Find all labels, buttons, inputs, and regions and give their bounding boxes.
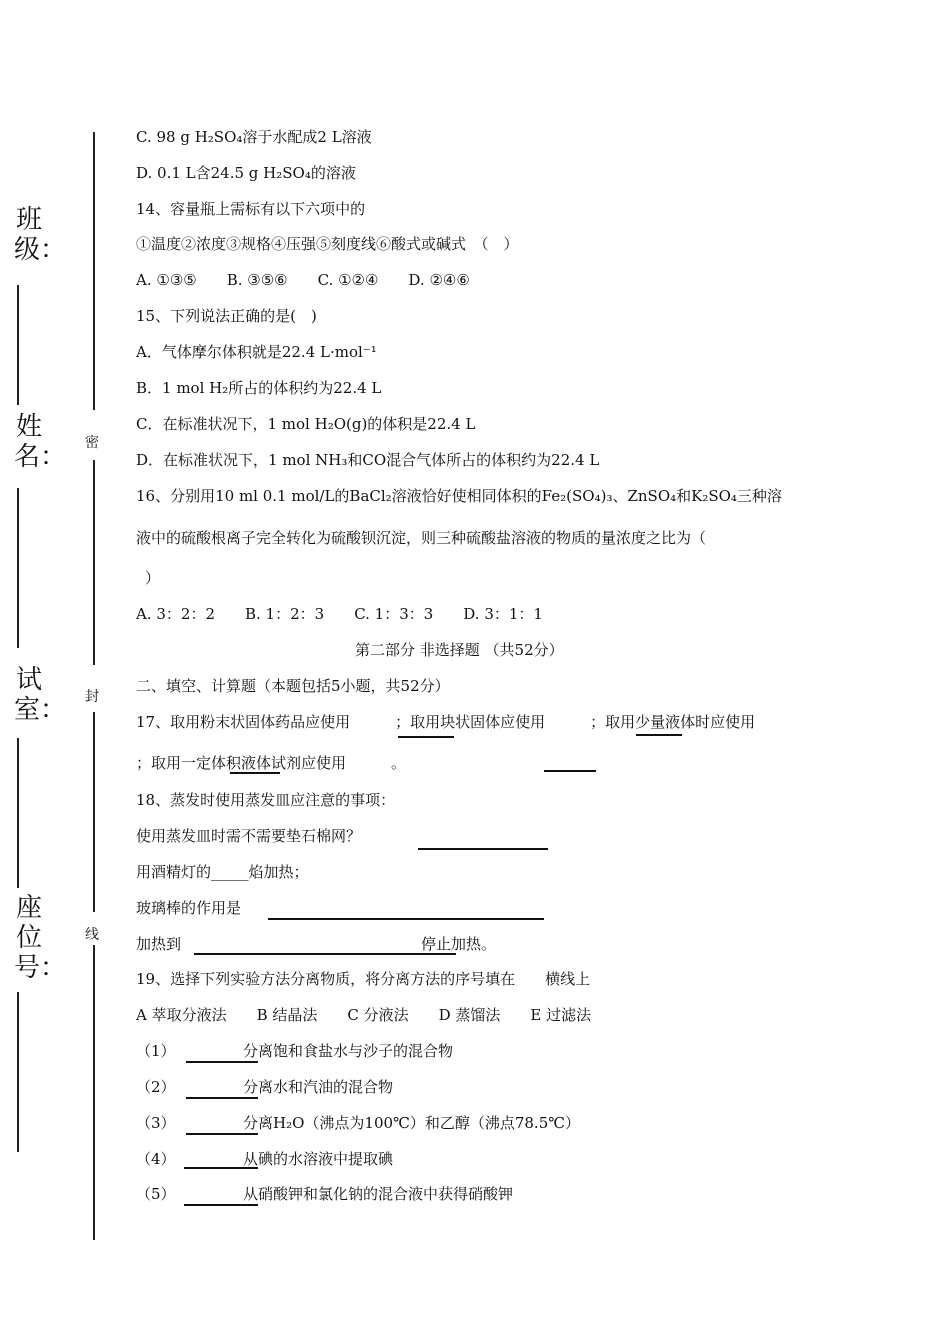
part-two-heading: 第二部分 非选择题 （共52分） — [355, 641, 564, 659]
blank-19-2[interactable] — [186, 1097, 258, 1099]
question-18-item1: 使用蒸发皿时需不需要垫石棉网？ — [136, 827, 362, 845]
seal-rule — [93, 460, 95, 665]
question-19-methods: A 萃取分液法 B 结晶法 C 分液法 D 蒸馏法 E 过滤法 — [136, 1006, 592, 1024]
blank-17-volume[interactable] — [544, 770, 596, 772]
question-14-stem: 14、容量瓶上需标有以下六项中的 — [136, 200, 366, 218]
question-18-item2: 用酒精灯的_____焰加热； — [136, 863, 309, 881]
question-19-stem: 19、选择下列实验方法分离物质，将分离方法的序号填在 横线上 — [136, 970, 591, 988]
question-14-options: A. ①③⑤ B. ③⑤⑥ C. ①②④ D. ②④⑥ — [136, 271, 470, 289]
question-18-item3: 玻璃棒的作用是 — [136, 899, 242, 917]
option-15d: D．在标准状况下，1 mol NH₃和CO混合气体所占的体积约为22.4 L — [136, 451, 600, 469]
blank-17-liquid[interactable] — [636, 734, 682, 736]
seal-rule — [93, 132, 95, 410]
seat-label: 座位号： — [14, 893, 67, 983]
question-18-item4: 加热到 停止加热。 — [136, 935, 497, 953]
option-13c: C. 98 g H₂SO₄溶于水配成2 L溶液 — [136, 128, 372, 146]
seal-rule — [93, 945, 95, 1240]
blank-19-3[interactable] — [186, 1133, 258, 1135]
option-15a: A．气体摩尔体积就是22.4 L·mol⁻¹ — [136, 343, 377, 361]
question-19-item5: （5） 从硝酸钾和氯化钠的混合液中获得硝酸钾 — [136, 1185, 514, 1203]
room-label: 试室： — [14, 665, 67, 725]
blank-17-powder[interactable] — [398, 736, 454, 738]
question-17-line2: ；取用一定体积液体试剂应使用 。 — [136, 754, 407, 772]
seal-char-mi: 密 — [85, 435, 99, 451]
question-19-item3: （3） 分离H₂O（沸点为100℃）和乙醇（沸点78.5℃） — [136, 1114, 581, 1132]
label-rule — [17, 488, 19, 648]
question-14-items: ①温度②浓度③规格④压强⑤刻度线⑥酸式或碱式 （ ） — [136, 235, 519, 253]
option-15c: C．在标准状况下，1 mol H₂O(g)的体积是22.4 L — [136, 415, 476, 433]
blank-19-1[interactable] — [186, 1061, 258, 1063]
seal-char-xian: 线 — [85, 927, 99, 943]
blank-18-heat[interactable] — [194, 953, 456, 955]
question-19-item2: （2） 分离水和汽油的混合物 — [136, 1078, 394, 1096]
section-two-heading: 二、填空、计算题（本题包括5小题，共52分） — [136, 677, 450, 695]
seal-rule — [93, 712, 95, 912]
question-15-stem: 15、下列说法正确的是( ) — [136, 307, 317, 325]
class-label: 班级： — [14, 205, 67, 265]
option-13d: D. 0.1 L含24.5 g H₂SO₄的溶液 — [136, 164, 356, 182]
question-16-options: A. 3：2：2 B. 1：2：3 C. 1：3：3 D. 3：1：1 — [136, 605, 543, 623]
question-19-item1: （1） 分离饱和食盐水与沙子的混合物 — [136, 1042, 454, 1060]
blank-19-4[interactable] — [184, 1167, 258, 1169]
label-rule — [17, 285, 19, 405]
seal-char-feng: 封 — [85, 689, 99, 705]
blank-18-asbestos[interactable] — [418, 848, 548, 850]
label-rule — [17, 738, 19, 888]
question-17-line1: 17、取用粉末状固体药品应使用 ；取用块状固体应使用 ；取用少量液体时应使用 — [136, 713, 756, 731]
question-16-line1: 16、分别用10 ml 0.1 mol/L的BaCl₂溶液恰好使相同体积的Fe₂(SO₄)₃、ZnSO₄和K₂SO₄三种溶 — [136, 487, 782, 505]
question-16-line2: 液中的硫酸根离子完全转化为硫酸钡沉淀，则三种硫酸盐溶液的物质的量浓度之比为（ — [136, 529, 707, 547]
blank-19-5[interactable] — [184, 1204, 258, 1206]
blank-17-volume-under — [230, 772, 280, 774]
name-label: 姓名： — [14, 412, 67, 472]
option-15b: B．1 mol H₂所占的体积约为22.4 L — [136, 379, 382, 397]
question-18-stem: 18、蒸发时使用蒸发皿应注意的事项： — [136, 791, 396, 809]
question-16-line3: ） — [145, 569, 161, 587]
blank-18-glassrod[interactable] — [268, 918, 544, 920]
question-19-item4: （4） 从碘的水溶液中提取碘 — [136, 1150, 394, 1168]
label-rule — [17, 992, 19, 1152]
